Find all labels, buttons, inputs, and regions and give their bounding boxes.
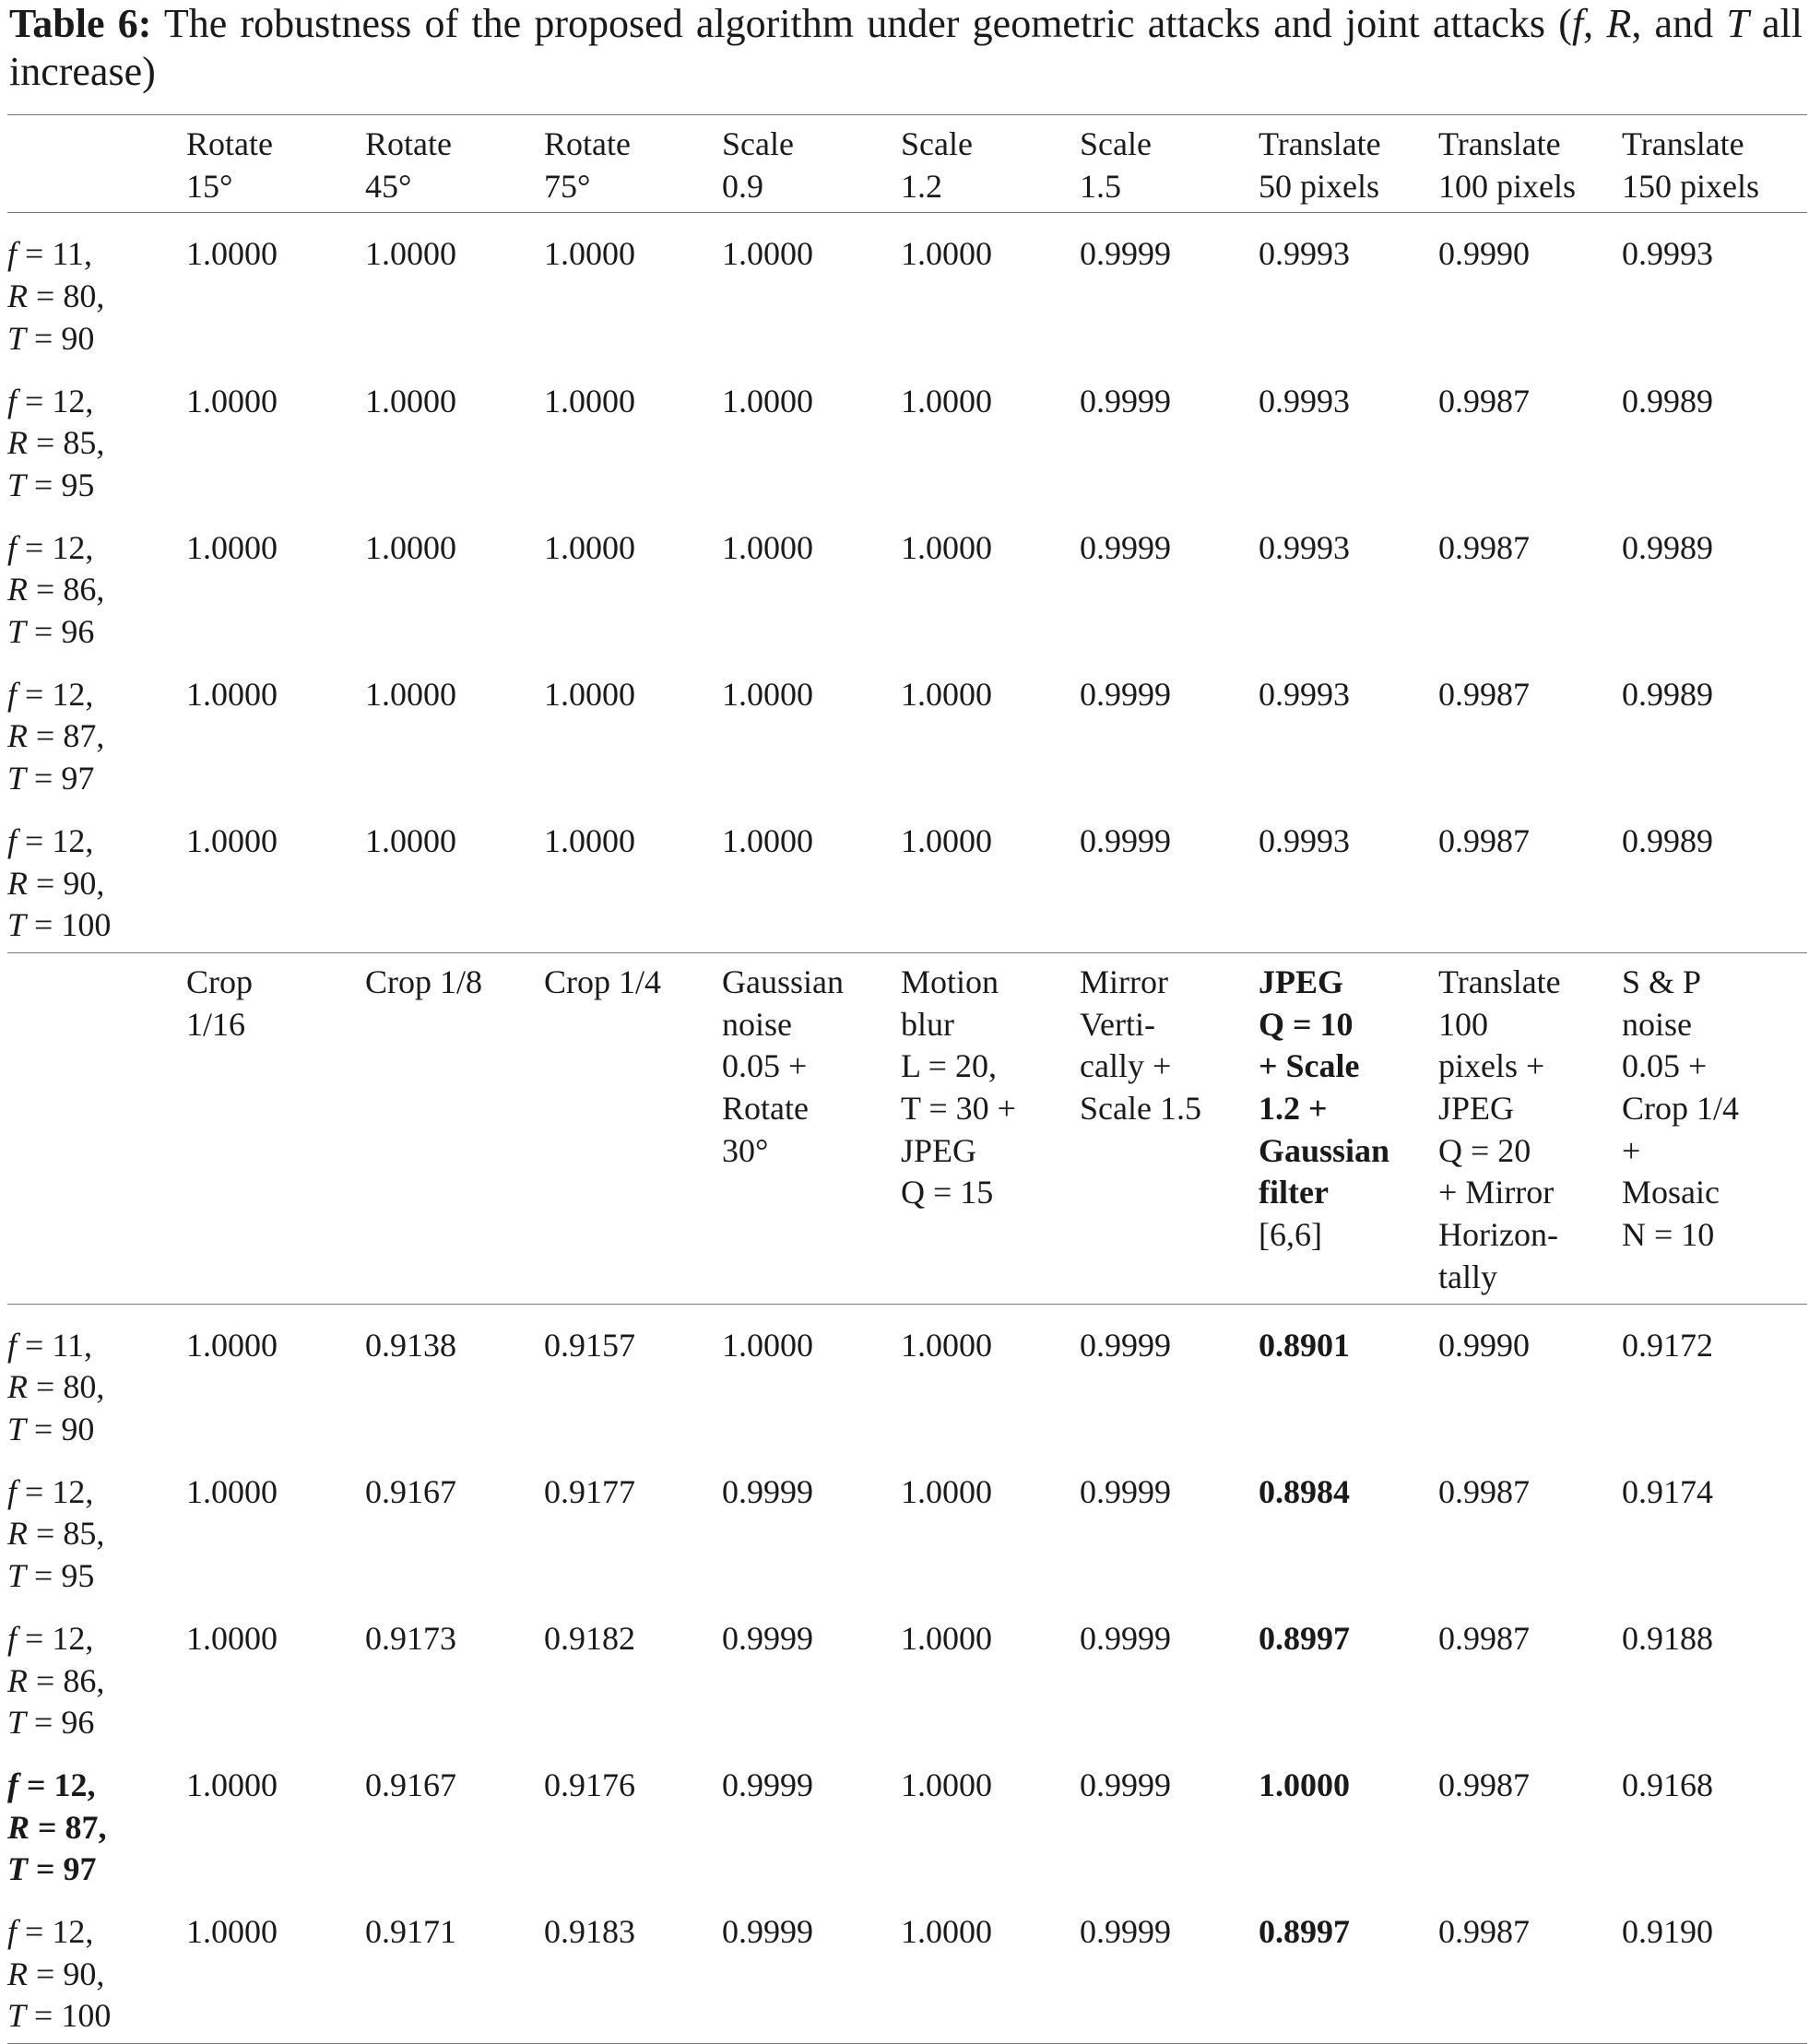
- value-cell: 1.0000: [365, 528, 456, 566]
- column-header: [1080, 115, 1259, 213]
- param-value: 12: [52, 821, 86, 859]
- row-parameters: [7, 1598, 186, 1744]
- value-cell: 0.9987: [1438, 1472, 1530, 1510]
- caption-sep: , and: [1631, 1, 1727, 46]
- param-line: T = 100: [7, 906, 112, 944]
- column-header-line: Crop 1/4: [544, 963, 662, 1000]
- param-symbol: T: [7, 1557, 27, 1595]
- param-symbol: T: [7, 319, 27, 357]
- param-value: 12: [52, 528, 86, 566]
- column-header: [186, 115, 365, 213]
- value-cell: 1.0000: [186, 1619, 278, 1657]
- value-cell: 1.0000: [901, 800, 1080, 953]
- table-row: [7, 1744, 1807, 1891]
- value-cell: 1.0000: [186, 382, 278, 419]
- column-header-line: Verti-: [1080, 1005, 1155, 1043]
- param-value: 11: [52, 235, 84, 273]
- param-value: 90: [63, 864, 97, 902]
- param-value: 95: [61, 466, 95, 503]
- param-line: f = 12,: [7, 382, 94, 419]
- param-line: f = 12,: [7, 528, 94, 566]
- value-cell: 0.9999: [1080, 800, 1259, 953]
- param-value: 86: [63, 1661, 97, 1699]
- param-value: 97: [63, 1850, 97, 1888]
- column-header: [901, 115, 1080, 213]
- value-cell: 0.9993: [1622, 235, 1713, 273]
- param-symbol: R: [7, 1808, 30, 1846]
- table-row: [7, 654, 1807, 800]
- param-symbol: f: [7, 1326, 18, 1364]
- column-header-line: 1.2: [901, 167, 942, 205]
- column-header: [901, 952, 1080, 1304]
- value-cell: 0.9168: [1622, 1766, 1713, 1803]
- column-header-line: + Scale: [1259, 1047, 1360, 1085]
- param-line: f = 12,: [7, 1472, 94, 1510]
- param-line: T = 95: [7, 1557, 95, 1595]
- value-cell: 0.9993: [1259, 382, 1350, 419]
- column-header-line: Gaussian: [722, 963, 844, 1000]
- column-header-line: Crop 1/4: [1622, 1090, 1740, 1128]
- value-cell: 1.0000: [722, 382, 813, 419]
- value-cell: 0.9999: [1080, 1326, 1171, 1364]
- param-value: 100: [61, 906, 112, 944]
- value-cell: 0.9987: [1438, 1619, 1530, 1657]
- param-symbol: R: [7, 278, 28, 315]
- column-header-line: [6,6]: [1259, 1216, 1322, 1254]
- param-value: 80: [63, 1368, 97, 1406]
- param-value: 100: [61, 1997, 112, 2035]
- value-cell: 0.8997: [1259, 1619, 1350, 1657]
- column-header-line: 100: [1438, 1005, 1488, 1043]
- param-line: T = 96: [7, 613, 95, 651]
- param-value: 86: [63, 571, 97, 608]
- value-cell: 1.0000: [722, 675, 813, 713]
- param-symbol: T: [7, 1997, 27, 2035]
- value-cell: 0.9183: [544, 1891, 722, 2044]
- caption-end: all increase): [9, 1, 1803, 94]
- value-cell: 0.9989: [1622, 675, 1713, 713]
- param-line: R = 90,: [7, 1955, 105, 1992]
- table-row: [7, 360, 1807, 507]
- value-cell: 0.9989: [1622, 382, 1713, 419]
- value-cell: 1.0000: [901, 675, 992, 713]
- value-cell: 0.9999: [1080, 1766, 1171, 1803]
- column-header: [365, 115, 544, 213]
- value-cell: 0.9993: [1259, 235, 1350, 273]
- param-value: 12: [53, 1766, 88, 1803]
- value-cell: 0.9999: [722, 1472, 813, 1510]
- column-header-line: noise: [1622, 1005, 1692, 1043]
- column-header-line: Crop 1/8: [365, 963, 483, 1000]
- value-cell: 1.0000: [186, 1326, 278, 1364]
- caption-sep: ,: [1583, 1, 1607, 46]
- column-header-line: 100 pixels: [1438, 167, 1576, 205]
- param-symbol: R: [7, 571, 28, 608]
- param-symbol: T: [7, 613, 27, 651]
- value-cell: 0.9167: [365, 1472, 456, 1510]
- param-symbol: T: [7, 1850, 28, 1888]
- param-symbol: R: [7, 424, 28, 462]
- column-header: [1438, 115, 1622, 213]
- param-value: 97: [61, 760, 95, 798]
- value-cell: 0.8997: [1259, 1891, 1438, 2044]
- param-symbol: f: [7, 1913, 18, 1951]
- column-header-line: JPEG: [1259, 963, 1344, 1000]
- param-line: R = 85,: [7, 424, 105, 462]
- param-symbol: T: [7, 1704, 27, 1742]
- param-line: R = 80,: [7, 1368, 105, 1406]
- value-cell: 1.0000: [365, 235, 456, 273]
- param-value: 12: [52, 1472, 86, 1510]
- value-cell: 0.9987: [1438, 1766, 1530, 1803]
- value-cell: 0.9999: [722, 1891, 901, 2044]
- value-cell: 0.9190: [1622, 1891, 1807, 2044]
- param-symbol: R: [7, 864, 28, 902]
- column-header-line: pixels +: [1438, 1047, 1545, 1085]
- column-header-line: Gaussian: [1259, 1131, 1390, 1169]
- header-row: [7, 115, 1807, 213]
- column-header-line: 50 pixels: [1259, 167, 1379, 205]
- param-symbol: f: [7, 1472, 18, 1510]
- caption-var-r: R: [1606, 1, 1632, 46]
- column-header-line: N = 10: [1622, 1216, 1715, 1254]
- header-row: [7, 952, 1807, 1304]
- param-line: f = 12,: [7, 1913, 94, 1951]
- column-header-line: 1.5: [1080, 167, 1121, 205]
- column-header-line: T = 30 +: [901, 1090, 1016, 1128]
- column-header: [1622, 115, 1807, 213]
- value-cell: 1.0000: [901, 235, 992, 273]
- value-cell: 1.0000: [186, 235, 278, 273]
- param-line: T = 97: [7, 1850, 97, 1888]
- param-symbol: f: [7, 675, 18, 713]
- value-cell: 0.9999: [1080, 528, 1171, 566]
- value-cell: 0.9182: [544, 1619, 635, 1657]
- value-cell: 0.9999: [1080, 235, 1171, 273]
- param-value: 11: [52, 1326, 84, 1364]
- value-cell: 1.0000: [365, 382, 456, 419]
- table-row: [7, 507, 1807, 654]
- column-header: [1259, 952, 1438, 1304]
- column-header-line: 0.9: [722, 167, 763, 205]
- table-row: [7, 1304, 1807, 1451]
- column-header-line: tally: [1438, 1258, 1497, 1295]
- row-parameters: [7, 1891, 186, 2044]
- value-cell: 0.9176: [544, 1766, 635, 1803]
- param-value: 12: [52, 1913, 86, 1951]
- param-line: f = 11,: [7, 235, 92, 273]
- value-cell: 0.9173: [365, 1619, 456, 1657]
- column-header-line: Q = 15: [901, 1174, 994, 1211]
- param-line: T = 90: [7, 1410, 95, 1447]
- value-cell: 1.0000: [186, 528, 278, 566]
- value-cell: 0.9987: [1438, 1891, 1622, 2044]
- value-cell: 0.9987: [1438, 675, 1530, 713]
- param-symbol: T: [7, 906, 27, 944]
- value-cell: 0.9999: [722, 1619, 813, 1657]
- param-line: R = 87,: [7, 1808, 107, 1846]
- caption-text: The robustness of the proposed algorithm under geometric attacks and joint attacks (: [151, 1, 1572, 46]
- value-cell: 1.0000: [544, 382, 635, 419]
- value-cell: 1.0000: [186, 1891, 365, 2044]
- param-value: 85: [63, 424, 97, 462]
- row-parameters: [7, 800, 186, 953]
- column-header-line: filter: [1259, 1174, 1329, 1211]
- param-line: f = 12,: [7, 821, 94, 859]
- column-header: [722, 952, 901, 1304]
- value-cell: 0.9993: [1259, 528, 1350, 566]
- column-header-line: cally +: [1080, 1047, 1172, 1085]
- param-value: 90: [61, 319, 95, 357]
- column-header-line: +: [1622, 1131, 1641, 1169]
- value-cell: 0.9990: [1438, 235, 1530, 273]
- param-line: R = 85,: [7, 1515, 105, 1553]
- column-header-line: 0.05 +: [1622, 1047, 1708, 1085]
- value-cell: 1.0000: [544, 675, 635, 713]
- table-row: [7, 1598, 1807, 1744]
- value-cell: 1.0000: [365, 675, 456, 713]
- column-header-line: 75°: [544, 167, 591, 205]
- header-corner-cell: [7, 115, 186, 213]
- param-line: R = 90,: [7, 864, 105, 902]
- value-cell: 0.9987: [1438, 800, 1622, 953]
- row-parameters: [7, 1304, 186, 1451]
- param-value: 80: [63, 278, 97, 315]
- column-header-line: Translate: [1438, 963, 1561, 1000]
- value-cell: 0.9999: [1080, 1472, 1171, 1510]
- value-cell: 0.9177: [544, 1472, 635, 1510]
- column-header: [365, 952, 544, 1304]
- param-symbol: R: [7, 1368, 28, 1406]
- column-header-line: 45°: [365, 167, 412, 205]
- param-value: 12: [52, 675, 86, 713]
- value-cell: 0.9157: [544, 1326, 635, 1364]
- value-cell: 0.9993: [1259, 675, 1350, 713]
- column-header-line: 15°: [186, 167, 233, 205]
- param-line: T = 97: [7, 760, 95, 798]
- caption-var-f: f: [1571, 1, 1584, 46]
- column-header-line: Motion: [901, 963, 999, 1000]
- param-value: 87: [63, 717, 97, 755]
- value-cell: 0.9172: [1622, 1326, 1713, 1364]
- value-cell: 1.0000: [901, 1891, 1080, 2044]
- param-line: R = 86,: [7, 1661, 105, 1699]
- param-value: 90: [61, 1410, 95, 1447]
- value-cell: 0.8901: [1259, 1326, 1350, 1364]
- column-header-line: Translate: [1438, 125, 1561, 162]
- value-cell: 0.9987: [1438, 528, 1530, 566]
- column-header-line: + Mirror: [1438, 1174, 1555, 1211]
- value-cell: 0.9989: [1622, 800, 1807, 953]
- column-header-line: 0.05 +: [722, 1047, 808, 1085]
- column-header-line: Q = 20: [1438, 1131, 1531, 1169]
- param-symbol: f: [7, 1766, 18, 1803]
- value-cell: 0.9999: [1080, 1891, 1259, 2044]
- column-header-line: Rotate: [186, 125, 273, 162]
- column-header-line: Crop: [186, 963, 253, 1000]
- value-cell: 0.9171: [365, 1891, 544, 2044]
- value-cell: 1.0000: [186, 675, 278, 713]
- param-line: f = 12,: [7, 1766, 96, 1803]
- row-parameters: [7, 1451, 186, 1598]
- value-cell: 0.9167: [365, 1766, 456, 1803]
- column-header-line: Scale 1.5: [1080, 1090, 1201, 1128]
- value-cell: 1.0000: [722, 800, 901, 953]
- value-cell: 1.0000: [722, 1326, 813, 1364]
- param-line: T = 96: [7, 1704, 95, 1742]
- value-cell: 0.9993: [1259, 800, 1438, 953]
- column-header: [1438, 952, 1622, 1304]
- param-symbol: f: [7, 382, 18, 419]
- column-header: [186, 952, 365, 1304]
- value-cell: 0.9999: [722, 1766, 813, 1803]
- value-cell: 1.0000: [186, 1766, 278, 1803]
- column-header: [1080, 952, 1259, 1304]
- column-header-line: JPEG: [901, 1131, 977, 1169]
- param-line: R = 86,: [7, 571, 105, 608]
- value-cell: 1.0000: [901, 382, 992, 419]
- value-cell: 1.0000: [365, 800, 544, 953]
- column-header-line: Translate: [1622, 125, 1744, 162]
- value-cell: 0.9990: [1438, 1326, 1530, 1364]
- table-row: [7, 1891, 1807, 2044]
- value-cell: 1.0000: [544, 528, 635, 566]
- column-header-line: Rotate: [365, 125, 452, 162]
- column-header: [544, 952, 722, 1304]
- column-header: [544, 115, 722, 213]
- row-parameters: [7, 360, 186, 507]
- value-cell: 1.0000: [901, 1619, 992, 1657]
- caption-label: Table 6:: [9, 1, 152, 46]
- column-header-line: 150 pixels: [1622, 167, 1759, 205]
- value-cell: 1.0000: [722, 235, 813, 273]
- column-header-line: Mosaic: [1622, 1174, 1720, 1211]
- param-symbol: f: [7, 235, 18, 273]
- value-cell: 1.0000: [901, 528, 992, 566]
- row-parameters: [7, 507, 186, 654]
- param-symbol: f: [7, 1619, 18, 1657]
- column-header-line: noise: [722, 1005, 792, 1043]
- value-cell: 1.0000: [901, 1766, 992, 1803]
- column-header-line: Scale: [1080, 125, 1152, 162]
- param-symbol: f: [7, 821, 18, 859]
- param-line: T = 100: [7, 1997, 112, 2035]
- param-line: T = 90: [7, 319, 95, 357]
- param-value: 96: [61, 613, 95, 651]
- value-cell: 0.9174: [1622, 1472, 1713, 1510]
- param-value: 95: [61, 1557, 95, 1595]
- value-cell: 1.0000: [722, 528, 813, 566]
- column-header: [1622, 952, 1807, 1304]
- value-cell: 0.9989: [1622, 528, 1713, 566]
- column-header-line: Rotate: [544, 125, 631, 162]
- value-cell: 1.0000: [186, 1472, 278, 1510]
- param-symbol: T: [7, 1410, 27, 1447]
- column-header-line: Horizon-: [1438, 1216, 1558, 1254]
- value-cell: 0.9188: [1622, 1619, 1713, 1657]
- param-symbol: T: [7, 760, 27, 798]
- column-header-line: Q = 10: [1259, 1005, 1354, 1043]
- caption-var-t: T: [1726, 1, 1749, 46]
- column-header-line: S & P: [1622, 963, 1702, 1000]
- value-cell: 0.8984: [1259, 1472, 1350, 1510]
- row-parameters: [7, 654, 186, 800]
- value-cell: 0.9999: [1080, 675, 1171, 713]
- value-cell: 0.9987: [1438, 382, 1530, 419]
- table-row: [7, 213, 1807, 360]
- value-cell: 1.0000: [544, 800, 722, 953]
- header-corner-cell: [7, 952, 186, 1304]
- column-header-line: Rotate: [722, 1090, 809, 1128]
- table-row: [7, 1451, 1807, 1598]
- value-cell: 0.9999: [1080, 382, 1171, 419]
- value-cell: 1.0000: [901, 1326, 992, 1364]
- param-symbol: f: [7, 528, 18, 566]
- param-value: 12: [52, 1619, 86, 1657]
- column-header-line: 1.2 +: [1259, 1090, 1328, 1128]
- column-header-line: JPEG: [1438, 1090, 1515, 1128]
- column-header-line: Scale: [901, 125, 973, 162]
- column-header-line: 30°: [722, 1131, 769, 1169]
- param-value: 12: [52, 382, 86, 419]
- param-value: 85: [63, 1515, 97, 1553]
- value-cell: 0.9138: [365, 1326, 456, 1364]
- column-header: [1259, 115, 1438, 213]
- column-header-line: Translate: [1259, 125, 1381, 162]
- column-header-line: Scale: [722, 125, 794, 162]
- value-cell: 1.0000: [544, 235, 635, 273]
- value-cell: 1.0000: [901, 1472, 992, 1510]
- robustness-table: [7, 114, 1807, 2044]
- param-line: f = 12,: [7, 1619, 94, 1657]
- param-symbol: R: [7, 1515, 28, 1553]
- param-symbol: R: [7, 1955, 28, 1992]
- value-cell: 1.0000: [186, 800, 365, 953]
- param-symbol: T: [7, 466, 27, 503]
- param-line: f = 11,: [7, 1326, 92, 1364]
- column-header-line: L = 20,: [901, 1047, 997, 1085]
- value-cell: 1.0000: [1259, 1766, 1350, 1803]
- param-value: 96: [61, 1704, 95, 1742]
- param-line: f = 12,: [7, 675, 94, 713]
- param-symbol: R: [7, 1661, 28, 1699]
- column-header-line: Mirror: [1080, 963, 1168, 1000]
- column-header-line: 1/16: [186, 1005, 246, 1043]
- param-value: 90: [63, 1955, 97, 1992]
- column-header: [722, 115, 901, 213]
- param-line: R = 80,: [7, 278, 105, 315]
- value-cell: 0.9999: [1080, 1619, 1171, 1657]
- row-parameters: [7, 213, 186, 360]
- table-row: [7, 800, 1807, 953]
- table-caption: [9, 0, 1803, 96]
- param-line: T = 95: [7, 466, 95, 503]
- param-line: R = 87,: [7, 717, 105, 755]
- row-parameters: [7, 1744, 186, 1891]
- param-value: 87: [65, 1808, 99, 1846]
- column-header-line: blur: [901, 1005, 954, 1043]
- param-symbol: R: [7, 717, 28, 755]
